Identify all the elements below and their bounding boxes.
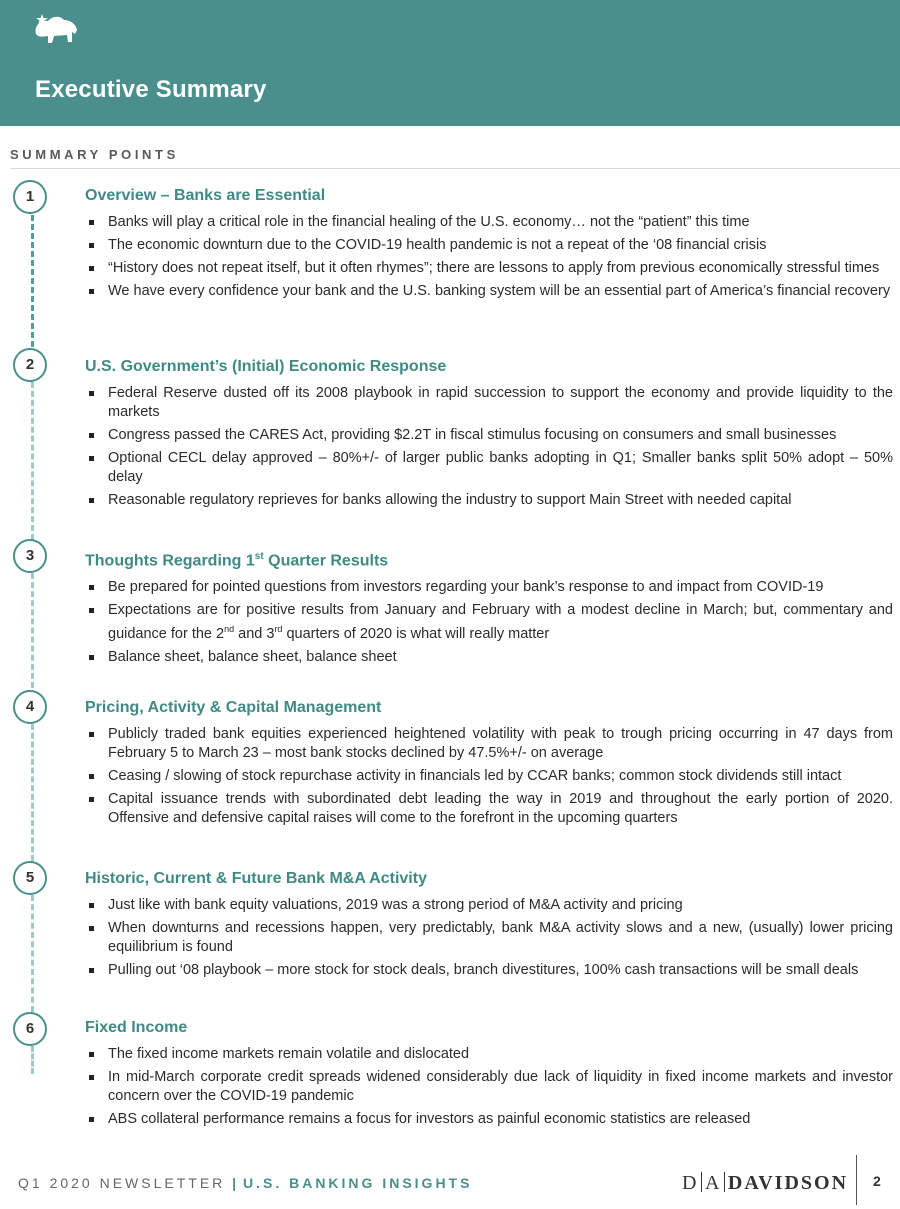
summary-section: [85, 357, 893, 514]
title-text: Thoughts Regarding 1: [85, 552, 255, 570]
bullet-item: Federal Reserve dusted off its 2008 playbook in rapid succession to support the economy and provide liquidity to the markets: [85, 384, 893, 422]
section-title: U.S. Government’s (Initial) Economic Response: [85, 358, 447, 375]
timeline-connector: [31, 573, 34, 688]
footer-newsletter-label: Q1 2020 NEWSLETTER: [18, 1175, 226, 1191]
section-title: Fixed Income: [85, 1019, 188, 1036]
summary-section: [85, 698, 893, 832]
page-title: Executive Summary: [35, 76, 267, 103]
summary-section: [85, 1018, 893, 1133]
timeline-connector: [31, 382, 34, 540]
title-text: Quarter Results: [263, 552, 389, 570]
brand-letter: A: [704, 1172, 721, 1194]
footer-newsletter: [18, 1175, 472, 1191]
bullet-item: When downturns and recessions happen, very predictably, bank M&A activity slows and a new, (usually) lower pricing equilibrium is found: [85, 919, 893, 957]
bullet-item: Capital issuance trends with subordinated debt leading the way in 2019 and throughout the early portion of 2020. Offensive and defensive capital raises will come to the forefront in the upcoming quarters: [85, 790, 893, 828]
bullet-item: Optional CECL delay approved – 80%+/- of larger public banks adopting in Q1; Smaller banks split 50% adopt – 50% delay: [85, 449, 893, 487]
brand-letter: D: [682, 1172, 698, 1194]
da-davidson-logo: [682, 1172, 848, 1195]
page-number: 2: [873, 1173, 881, 1189]
summary-section: [85, 186, 893, 305]
bullet-item: In mid-March corporate credit spreads widened considerably due lack of liquidity in fixed income markets and investor concern over the COVID-19 pandemic: [85, 1068, 893, 1106]
bullet-item: Just like with bank equity valuations, 2019 was a strong period of M&A activity and pricing: [85, 896, 893, 915]
summary-section: [85, 869, 893, 984]
bullet-list: [85, 578, 893, 667]
bullet-text: quarters of 2020 is what will really matter: [282, 626, 550, 643]
summary-section: [85, 547, 893, 671]
step-number: 4: [13, 690, 47, 724]
bullet-item: Publicly traded bank equities experienced heightened volatility with peak to trough pricing occurring in 47 days from February 5 to March 23 – most bank stocks declined by 47.5%+/- on average: [85, 725, 893, 763]
bullet-list: [85, 896, 893, 980]
timeline-connector: [31, 1046, 34, 1074]
divider: [10, 168, 900, 169]
brand-divider: [701, 1172, 702, 1192]
bullet-item: Reasonable regulatory reprieves for banks allowing the industry to support Main Street with needed capital: [85, 491, 893, 510]
brand-name: DAVIDSON: [727, 1172, 849, 1194]
page-header: [0, 0, 900, 126]
bullet-item: Pulling out ‘08 playbook – more stock for stock deals, branch divestitures, 100% cash transactions will be small deals: [85, 961, 893, 980]
superscript: nd: [224, 624, 235, 635]
section-label: SUMMARY POINTS: [10, 147, 179, 162]
bullet-item: Congress passed the CARES Act, providing $2.2T in fiscal stimulus focusing on consumers and small businesses: [85, 426, 893, 445]
step-number: 5: [13, 861, 47, 895]
title-superscript: st: [254, 551, 264, 562]
section-title: Pricing, Activity & Capital Management: [85, 699, 382, 716]
bullet-item: The economic downturn due to the COVID-19 health pandemic is not a repeat of the ‘08 financial crisis: [85, 236, 893, 255]
timeline-connector: [31, 724, 34, 861]
bullet-text: Expectations are for positive results from January and February with a modest decline in March; but, commentary and guidance for the 2: [108, 602, 893, 643]
bullet-item: Be prepared for pointed questions from investors regarding your bank’s response to and impact from COVID-19: [85, 578, 893, 597]
bullet-text: and 3: [234, 626, 275, 643]
bullet-item: The fixed income markets remain volatile and dislocated: [85, 1045, 893, 1064]
bullet-item: Ceasing / slowing of stock repurchase activity in financials led by CCAR banks; common stock dividends still intact: [85, 767, 893, 786]
step-number: 3: [13, 539, 47, 573]
bullet-list: [85, 384, 893, 510]
bullet-item: “History does not repeat itself, but it often rhymes”; there are lessons to apply from previous economically stressful times: [85, 259, 893, 278]
bullet-item: Banks will play a critical role in the financial healing of the U.S. economy… not the “patient” this time: [85, 213, 893, 232]
timeline-connector: [31, 215, 34, 347]
brand-divider: [724, 1172, 725, 1192]
section-title: Overview – Banks are Essential: [85, 187, 326, 204]
step-number: 1: [13, 180, 47, 214]
step-number: 2: [13, 348, 47, 382]
section-title: Historic, Current & Future Bank M&A Activity: [85, 870, 427, 887]
step-number: 6: [13, 1012, 47, 1046]
bullet-item: We have every confidence your bank and the U.S. banking system will be an essential part of America’s financial recovery: [85, 282, 893, 301]
timeline-connector: [31, 895, 34, 1012]
bullet-item: [85, 601, 893, 644]
footer-divider: [856, 1155, 857, 1205]
footer-separator: |: [232, 1175, 237, 1191]
bullet-list: [85, 213, 893, 301]
section-title: [85, 547, 893, 571]
footer-publication-name: U.S. BANKING INSIGHTS: [242, 1175, 473, 1191]
bullet-item: Balance sheet, balance sheet, balance sheet: [85, 648, 893, 667]
bullet-list: [85, 725, 893, 828]
superscript: rd: [274, 624, 283, 635]
bullet-item: ABS collateral performance remains a focus for investors as painful economic statistics are released: [85, 1110, 893, 1129]
bullet-list: [85, 1045, 893, 1129]
bison-logo-icon: [30, 12, 82, 48]
